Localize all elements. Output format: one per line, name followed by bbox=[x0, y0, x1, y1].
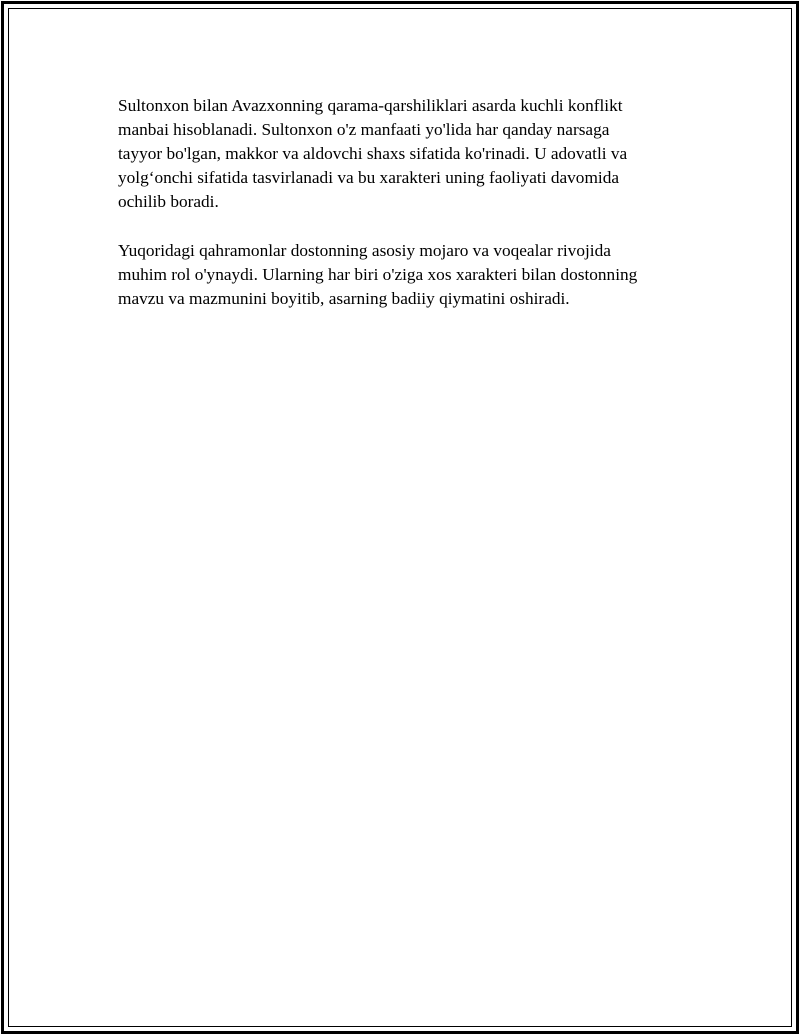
text-line: yolg‘onchi sifatida tasvirlanadi va bu xarakteri uning faoliyati davomida bbox=[118, 168, 620, 187]
text-line: Sultonxon bilan Avazxonning qarama-qarshiliklari asarda kuchli konflikt bbox=[118, 96, 623, 115]
paragraph-2 bbox=[118, 239, 688, 311]
text-line: manbai hisoblanadi. Sultonxon o'z manfaati yo'lida har qanday narsaga bbox=[118, 120, 610, 139]
text-line: tayyor bo'lgan, makkor va aldovchi shaxs sifatida ko'rinadi. U adovatli va bbox=[118, 144, 628, 163]
text-line: Yuqoridagi qahramonlar dostonning asosiy mojaro va voqealar rivojida bbox=[118, 241, 611, 260]
paragraph-1 bbox=[118, 94, 688, 214]
text-line: muhim rol o'ynaydi. Ularning har biri o'ziga xos xarakteri bilan dostonning bbox=[118, 265, 638, 284]
text-line: mavzu va mazmunini boyitib, asarning badiiy qiymatini oshiradi. bbox=[118, 289, 570, 308]
text-line: ochilib boradi. bbox=[118, 192, 219, 211]
document-body bbox=[118, 94, 688, 336]
